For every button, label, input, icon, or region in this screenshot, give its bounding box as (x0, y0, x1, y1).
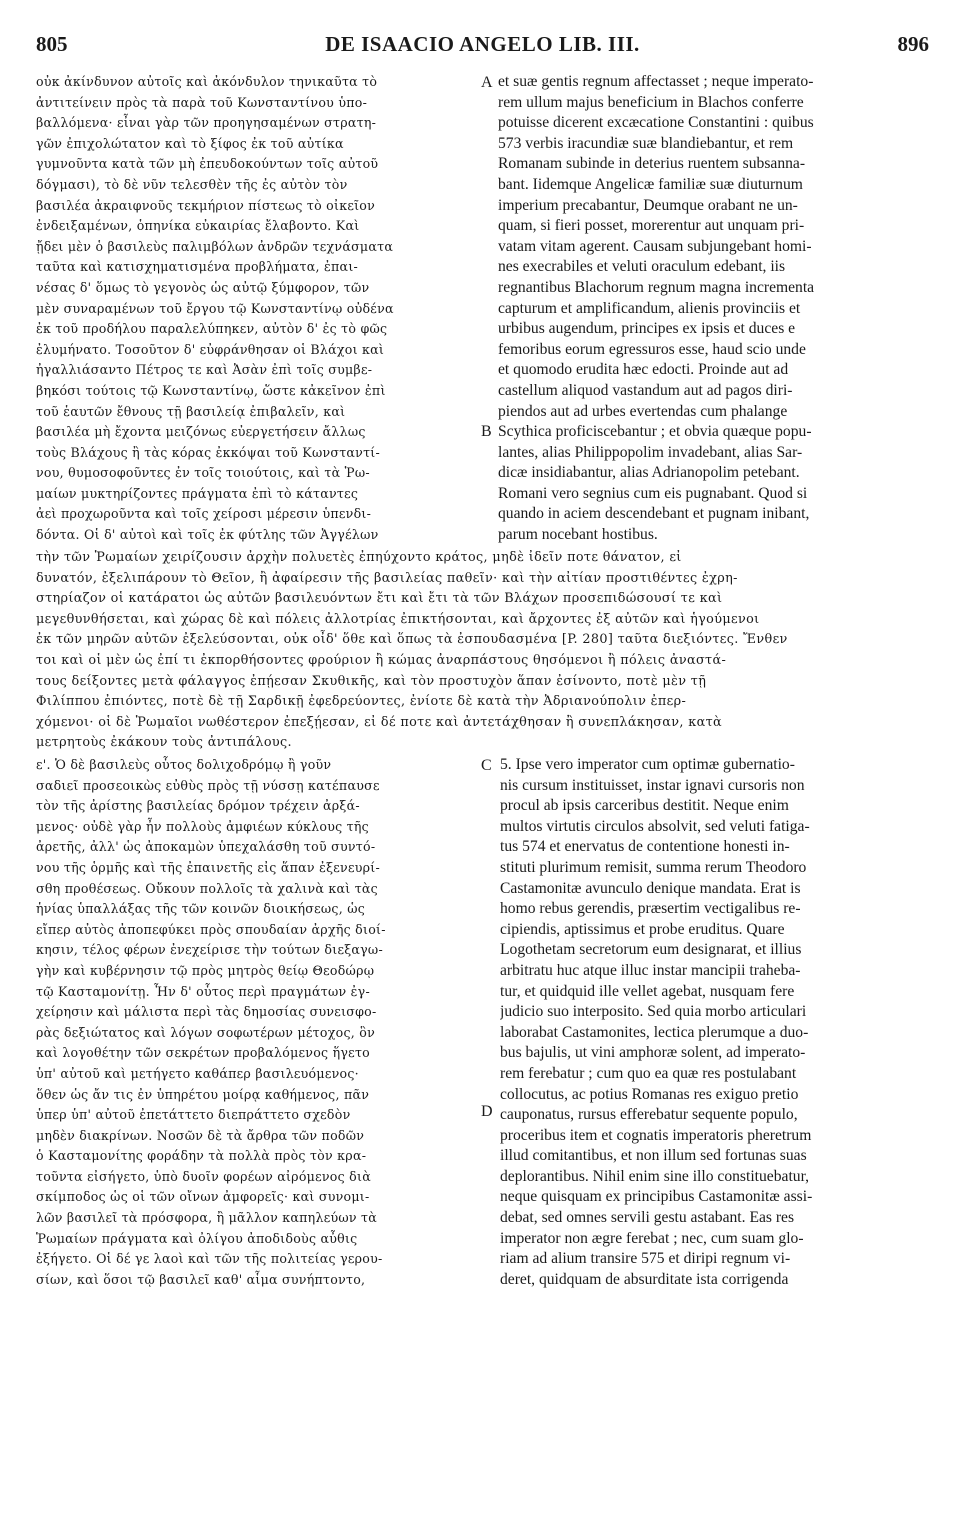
margin-marker-b: B (481, 423, 492, 440)
page-number-right: 896 (897, 32, 929, 56)
text-line: μηδὲν διακρίνων. Νοσῶν δὲ τὰ ἄρθρα τῶν ποδῶν (36, 1127, 365, 1143)
greek-column-bottom (36, 755, 486, 1290)
text-line: σθη προθέσεως. Οὔκουν πολλοῖς τὰ χαλινὰ καὶ τὰς (36, 880, 378, 896)
text-line: τὸν τῆς ἀρίστης βασιλείας δρόμον τρέχειν ἀρξά- (36, 798, 360, 814)
running-title: DE ISAACIO ANGELO LIB. III. (325, 32, 640, 56)
text-line: μενος· οὐδὲ γὰρ ἦν πολλοὺς ἀμφιέων κύκλους τῆς (36, 818, 369, 834)
text-line: Ῥωμαίων πράγματα καὶ ὀλίγου ἀποδιδοὺς αὖθις (36, 1230, 358, 1246)
text-line: illud comitantibus, et non illum sed fortunas suas (500, 1147, 807, 1165)
text-line: καὶ λογοθέτην τῶν σεκρέτων προβαλόμενος ἥγετο (36, 1045, 370, 1061)
text-line: proceribus item et cognatis imperatoris pheretrum (500, 1126, 812, 1144)
margin-marker-a: A (481, 74, 493, 91)
text-line: rem ullum majus beneficium in Blachos conferre (498, 93, 804, 111)
text-line: quando in aciem descendebant et pugnam inibant, (498, 505, 810, 523)
text-line: cauponatus, rursus efferebatur sequente populo, (500, 1106, 798, 1124)
text-line: σίων, καὶ ὅσοι τῷ βασιλεῖ καθ' αἷμα συνήπτοντο, (36, 1271, 366, 1287)
greek-column-top (36, 72, 486, 546)
text-line: vatam vitam agerent. Causam subjungebant homi- (498, 237, 812, 255)
text-line: δόγμασι), τὸ δὲ νῦν τελεσθὲν τῆς ἐς αὐτὸν τὸν (36, 176, 348, 192)
text-line: γὴν καὶ κυβέρνησιν τῷ πρὸς μητρὸς θείῳ Θεοδώρῳ (36, 962, 375, 978)
text-line: deplorantibus. Nihil enim sine illo constituebatur, (500, 1167, 810, 1185)
text-line: ἀεὶ προχωροῦντα καὶ τοῖς χείροσι μέρεσιν ὑπενδι- (36, 506, 372, 522)
text-line: et quomodo erudita hæc edocti. Proinde aut ad (498, 361, 789, 379)
text-line: βασιλέα μὴ ἔχοντα μειζόνως εὐεργετήσειν ἄλλως (36, 424, 366, 440)
text-line: ὁ Κασταμονίτης φοράδην τὰ πολλὰ πρὸς τὸν κρα- (36, 1148, 367, 1164)
text-line: γῶν ἐπιχολώτατον καὶ τὸ ξίφος ἐκ τοῦ αὐτίκα (36, 135, 344, 151)
text-line: κησιν, τέλος φέρων ἐνεχείρισε τὴν τούτων διεξαγω- (36, 942, 383, 958)
text-line: ἐλυμήνατο. Τοσοῦτον δ' εὐφράνθησαν οἱ Βλάχοι καὶ (36, 341, 385, 357)
text-line: ε'. Ὁ δὲ βασιλεὺς οὗτος δολιχοδρόμῳ ἢ γοῦν (36, 757, 332, 772)
running-header (36, 32, 929, 62)
text-line: regnantibus Blachorum regnum magna incrementa (498, 278, 815, 296)
text-line: σκίμποδος ὡς οἱ τῶν οἴνων ἀμφορεῖς· καὶ συνομι- (36, 1189, 370, 1205)
text-line: deret, quidquam de absurditate ista corrigenda (500, 1270, 789, 1288)
text-line: multos virtutis circulos absolvit, sed veluti fatiga- (500, 817, 810, 835)
text-line: laborabat Castamonites, lectica plerumque a duo- (500, 1023, 809, 1041)
text-line: tur, et quidquid ille vellet agebat, nusquam fere (500, 982, 795, 1000)
text-line: γυμνοῦντα κατὰ τῶν μὴ ἐπευδοκούντων τοῖς αὐτοῦ (36, 156, 379, 172)
text-line: bus bajulis, ut vini amphoræ solent, ad imperato- (500, 1044, 806, 1062)
text-line: εἴπερ αὐτὸς ἀποπεφύκει πρὸς σπουδαίαν ἀρχῆς διοί- (36, 921, 386, 937)
text-line: imperium precabantur, Deumque orabant ne un- (498, 196, 798, 214)
text-line: ἀντιτείνειν πρὸς τὰ παρὰ τοῦ Κωνσταντίνου ὑπο- (36, 94, 368, 110)
greek-full-width-block (36, 548, 930, 754)
text-line: ἐκ τῶν μηρῶν αὐτῶν ἐξελεύσονται, οὐκ οἶδ' ὅθε καὶ ὅπως τὰ ἐσπουδασμένα [P. 280] ταῦτα διεξιόντες. Ἔνθεν (36, 632, 788, 648)
text-line: homo rebus gerendis, præsertim vectigalibus re- (500, 900, 801, 918)
text-line: dicæ insidiabantur, alias Adrianopolim petebant. (498, 464, 800, 482)
text-line: ἠγαλλιάσαντο Πέτρος τε καὶ Ἀσὰν ἐπὶ τοῖς συμβε- (36, 362, 373, 378)
text-line: stituti plurimum remisit, summa rerum Theodoro (500, 858, 807, 876)
margin-marker-d: D (481, 1103, 493, 1120)
text-line: bant. Iidemque Angelicæ familiæ suæ diuturnum (498, 175, 803, 193)
text-line: μαίων μυκτηρίζοντες πράγματα ἐπὶ τὸ κάταντες (36, 485, 359, 501)
text-line: ἀρετῆς, ἀλλ' ὡς ἀποκαμὼν ὑπεχαλάσθη τοῦ συντό- (36, 839, 376, 855)
text-line: δόντα. Οἱ δ' αὐτοὶ καὶ τοῖς ἐκ φύτλης τῶν Ἀγγέλων (36, 527, 379, 543)
page-number-left: 805 (36, 32, 68, 56)
text-line: ἐξήγετο. Οἱ δέ γε λαοὶ καὶ τῶν τῆς πολιτείας γερου- (36, 1251, 383, 1267)
text-line: nes execrabiles et veluti oraculum edebant, iis (498, 258, 786, 276)
latin-column-top (498, 72, 930, 546)
text-line: βαλλόμενα· εἶναι γὰρ τῶν προηγησαμένων στρατη- (36, 115, 377, 131)
text-line: Castamonitæ avunculo denique mandata. Erat is (500, 879, 801, 897)
text-line: οὐκ ἀκίνδυνον αὐτοῖς καὶ ἀκόνδυλον τηνικαῦτα τὸ (36, 74, 378, 89)
text-line: στηρίαζον οἱ κατάρατοι ὡς αὐτῶν βασιλευόντων ἔτι καὶ ἔτι τὰ τῶν Βλάχων προσεπιδώσουσί τε καὶ (36, 591, 723, 607)
text-line: collocutus, ac potius Romanas res exiguo pretio (500, 1085, 799, 1103)
text-line: χείρησιν καὶ μάλιστα περὶ τὰς δημοσίας συνεισφο- (36, 1004, 377, 1020)
text-line: νου τῆς ὁρμῆς καὶ τῆς ἐπαινετῆς εἰς ἅπαν ἐξενευρί- (36, 859, 380, 875)
text-line: rem ferebatur ; cum quo ea quæ res postulabant (500, 1064, 797, 1082)
text-line: ταῦτα καὶ κατισχηματισμένα προβλήματα, ἐπαι- (36, 259, 359, 275)
text-line: procul ab ipsis carceribus destitit. Neque enim (500, 797, 789, 815)
text-line: quam, si fieri posset, morerentur aut unquam pri- (498, 217, 805, 235)
text-line: ὑπ' αὐτοῦ καὶ μετήγετο καθάπερ βασιλευόμενος· (36, 1065, 359, 1081)
text-line: Scythica proficiscebantur ; et obvia quæque popu- (498, 423, 812, 441)
text-line: nis cursum instituisset, instar ignavi cursoris non (500, 776, 805, 794)
text-line: 5. Ipse vero imperator cum optimæ gubernatio- (500, 756, 795, 773)
text-line: urbibus augendum, principes ex ipsis et duces e (498, 320, 796, 338)
text-line: judicio suo interposito. Sed quia morbo articulari (500, 1003, 807, 1021)
text-line: cipiendis, aptissimus et probe eruditus. Quare (500, 920, 785, 938)
text-line: τῷ Κασταμονίτῃ. Ἦν δ' οὗτος περὶ πραγμάτων ἐγ- (36, 983, 370, 999)
text-line: ὑπερ ὑπ' αὐτοῦ ἐπετάττετο διεπράττετο σχεδὸν (36, 1107, 351, 1123)
text-line: tus 574 et enervatus de contentione honesti in- (500, 838, 790, 856)
text-line: τοι καὶ οἱ μὲν ὡς ἐπί τι ἐκπορθήσοντες φρούριον ἢ κώμας ἀναρπάστους θησόμενοι ἢ πόλεις ἀναστά- (36, 652, 727, 668)
text-line: ἐκ τοῦ προδήλου παραλελύπηκεν, αὐτὸν δ' ἐς τὸ φῶς (36, 321, 388, 337)
text-line: νέσας δ' ὅμως τὸ γεγονὸς ὡς αὐτῷ ξύμφορον, τῶν (36, 279, 370, 295)
text-line: et suæ gentis regnum affectasset ; neque imperato- (498, 73, 814, 90)
text-line: τοῦ ἑαυτῶν ἔθνους τῇ βασιλείᾳ ἐπιβαλεῖν, καὶ (36, 403, 346, 419)
text-line: Romani vero segnius cum eis pugnabant. Quod si (498, 484, 808, 502)
text-line: potuisse dicerent excæcatione Constantini : quibus (498, 114, 814, 132)
text-line: riam ad alium transire 575 et diripi regnum vi- (500, 1250, 791, 1268)
text-line: Logothetam secretorum eum designarat, et illius (500, 941, 802, 959)
text-line: femoribus eorum egressuros esse, haud scio unde (498, 340, 806, 358)
text-line: τοῦντα εἰσήγετο, ὑπὸ δυοῖν φορέων αἰρόμενος διὰ (36, 1168, 371, 1184)
text-line: neque quisquam ex principibus Castamonitæ assi- (500, 1188, 813, 1206)
text-line: τοὺς Βλάχους ἢ τὰς κόρας ἐκκόψαι τοῦ Κωνσταντί- (36, 444, 381, 460)
text-line: τους δείξοντες μετὰ φάλαγγος ἐπῄεσαν Σκυθικῆς, καὶ τὸν προστυχὸν ἅπαν ἐσίνοντο, ποτὲ μὲν τῇ (36, 673, 707, 689)
text-line: lantes, alias Philippopolim invadebant, alias Sar- (498, 443, 803, 461)
margin-marker-c: C (481, 757, 492, 774)
text-line: Φιλίππου ἐπιόντες, ποτὲ δὲ τῇ Σαρδικῇ ἐφεδρεύοντες, ἐνίοτε δὲ κατὰ τὴν Ἀδριανούπολιν ἐπερ- (36, 694, 687, 710)
text-line: Romanam subinde in deterius ruentem subsanna- (498, 155, 806, 173)
text-line: ἐνδειξαμένων, ὁπηνίκα εὐκαιρίας ἔλαβοντο. Καὶ (36, 218, 360, 234)
text-line: piendos aut ad urbes evertendas cum phalange (498, 402, 788, 420)
text-line: τὴν τῶν Ῥωμαίων χειρίζουσιν ἀρχὴν πολυετὲς ἐπηύχοντο κράτος, μηδὲ ἰδεῖν ποτε θάνατον, εἰ (36, 550, 682, 565)
text-line: arbitratu huc atque illuc instar mancipii traheba- (500, 961, 801, 979)
text-line: χόμενοι· οἱ δὲ Ῥωμαῖοι νωθέστερον ἐπεξῄεσαν, εἰ δέ ποτε καὶ ἀντετάχθησαν ἢ συνεπλάκησαν, κατὰ (36, 714, 723, 730)
text-line: μὲν συναραμένων τοῦ ἔργου τῷ Κωνσταντίνῳ οὐδένα (36, 300, 394, 316)
text-line: debat, sed omnes servili gestu astabant. Eas res (500, 1209, 795, 1227)
text-line: ρὰς δεξιώτατος καὶ λόγων σοφωτέρων μέτοχος, ὃν (36, 1024, 375, 1040)
latin-column-bottom (500, 755, 932, 1290)
text-line: βηκόσι τούτοις τῷ Κωνσταντίνῳ, ὥστε κἀκεῖνον ἐπὶ (36, 382, 386, 398)
text-line: νου, θυμοσοφοῦντες ἐν τοῖς τοιούτοις, καὶ τὰ Ῥω- (36, 465, 370, 481)
text-line: ἡνίας ὑπαλλάξας τῆς τῶν κοινῶν διοικήσεως, ὡς (36, 901, 366, 917)
text-line: imperator non ægre ferebat ; nec, cum suam glo- (500, 1229, 804, 1247)
text-line: castellum aliquod vastandum aut ad pagos diri- (498, 381, 793, 399)
text-line: ὅθεν ὡς ἄν τις ἐν ὑπηρέτου μοίρᾳ καθήμενος, πᾶν (36, 1086, 370, 1102)
text-line: δυνατόν, ἐξελιπάρουν τὸ Θεῖον, ἢ ἀφαίρεσιν τῆς βασιλείας παθεῖν· καὶ τὴν αἰτίαν προστιθέντες ἐχρη- (36, 570, 738, 586)
text-line: βασιλέα ἀκραιφνοῦς τεκμήριον πίστεως τὸ οἰκεῖον (36, 197, 376, 213)
text-line: ᾔδει μὲν ὁ βασιλεὺς παλιμβόλων ἀνδρῶν τεχνάσματα (36, 238, 394, 254)
text-line: σαδιεῖ προσεοικὼς εὐθὺς πρὸς τῇ νύσσῃ κατέπαυσε (36, 777, 380, 793)
text-line: 573 verbis iracundiæ suæ blandiebantur, et rem (498, 134, 794, 152)
text-line: μεγεθυνθήσεται, καὶ χώρας δὲ καὶ πόλεις ἀλλοτρίας ἐπικτήσονται, καὶ ἄρχοντες ἐξ αὐτῶν καὶ ἡγούμενοι (36, 611, 760, 627)
text-line: λῶν βασιλεῖ τὰ πρόσφορα, ἢ μᾶλλον καπηλεύων τὰ (36, 1210, 378, 1226)
text-line: parum nocebant hostibus. (498, 526, 658, 544)
text-line: capturum et amplificandum, alienis provinciis et (498, 299, 801, 317)
text-line: μετρητοὺς ἐκάκουν τοὺς ἀντιπάλους. (36, 735, 292, 751)
